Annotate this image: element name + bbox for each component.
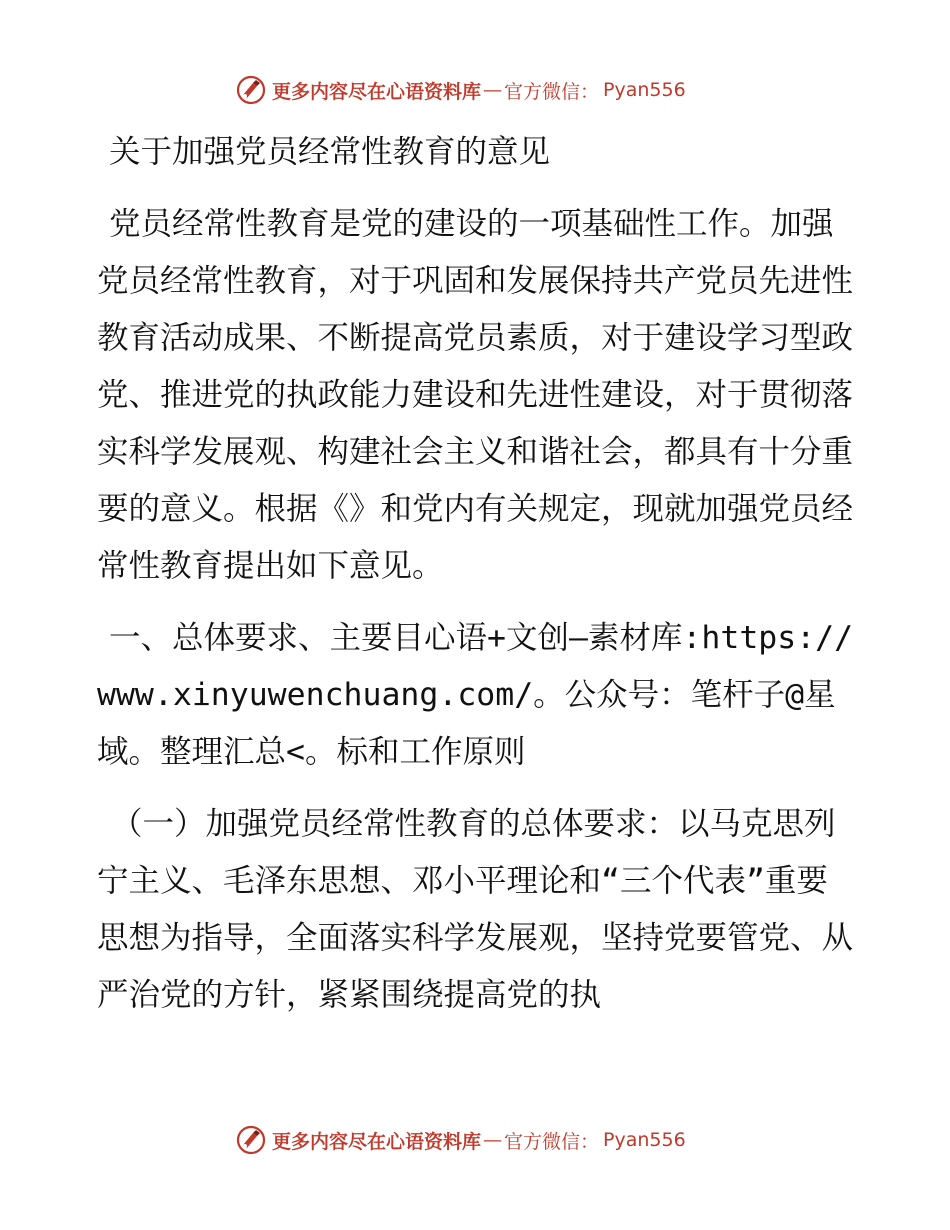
- paragraph-intro-text: 党员经常性教育是党的建设的一项基础性工作。加强党员经常性教育，对于巩固和发展保持共产党员先进性教育活动成果、不断提高党员素质，对于建设学习型政党、推进党的执政能力建设和先进性建设，对于贯彻落实科学发展观、构建社会主义和谐社会，都具有十分重要的意义。根据《》和党内有关规定，现就加强党员经常性教育提出如下意见。: [97, 206, 854, 584]
- section-heading-text: 一、总体要求、主要目心语+文创—素材库:https://www.xinyuwenchuang.com/。公众号：笔杆子@星域。整理汇总<。标和工作原则: [97, 620, 854, 770]
- watermark-sub-text: 官方微信：: [504, 80, 600, 103]
- logo-icon: [236, 75, 266, 105]
- document-title: 关于加强党员经常性教育的意见: [109, 134, 551, 170]
- watermark-main-text: 更多内容尽在心语资料库: [272, 1130, 482, 1153]
- logo-icon: [236, 1125, 266, 1155]
- watermark-dash: —: [483, 1129, 503, 1151]
- watermark-sub-text: 官方微信：: [504, 1130, 600, 1153]
- subsection-paragraph: [97, 796, 857, 1024]
- section-heading: [97, 610, 857, 781]
- subsection-paragraph-text: （一）加强党员经常性教育的总体要求：以马克思列宁主义、毛泽东思想、邓小平理论和“三个代表”重要思想为指导，全面落实科学发展观，坚持党要管党、从严治党的方针，紧紧围绕提高党的执: [97, 806, 854, 1013]
- watermark-id: Pyan556: [603, 79, 686, 101]
- document-body: [97, 124, 857, 1024]
- watermark-main-text: 更多内容尽在心语资料库: [272, 80, 482, 103]
- footer-watermark: [236, 1122, 686, 1158]
- watermark-id: Pyan556: [603, 1129, 686, 1151]
- paragraph-intro: [97, 196, 857, 595]
- watermark-dash: —: [483, 79, 503, 101]
- header-watermark: [236, 72, 686, 108]
